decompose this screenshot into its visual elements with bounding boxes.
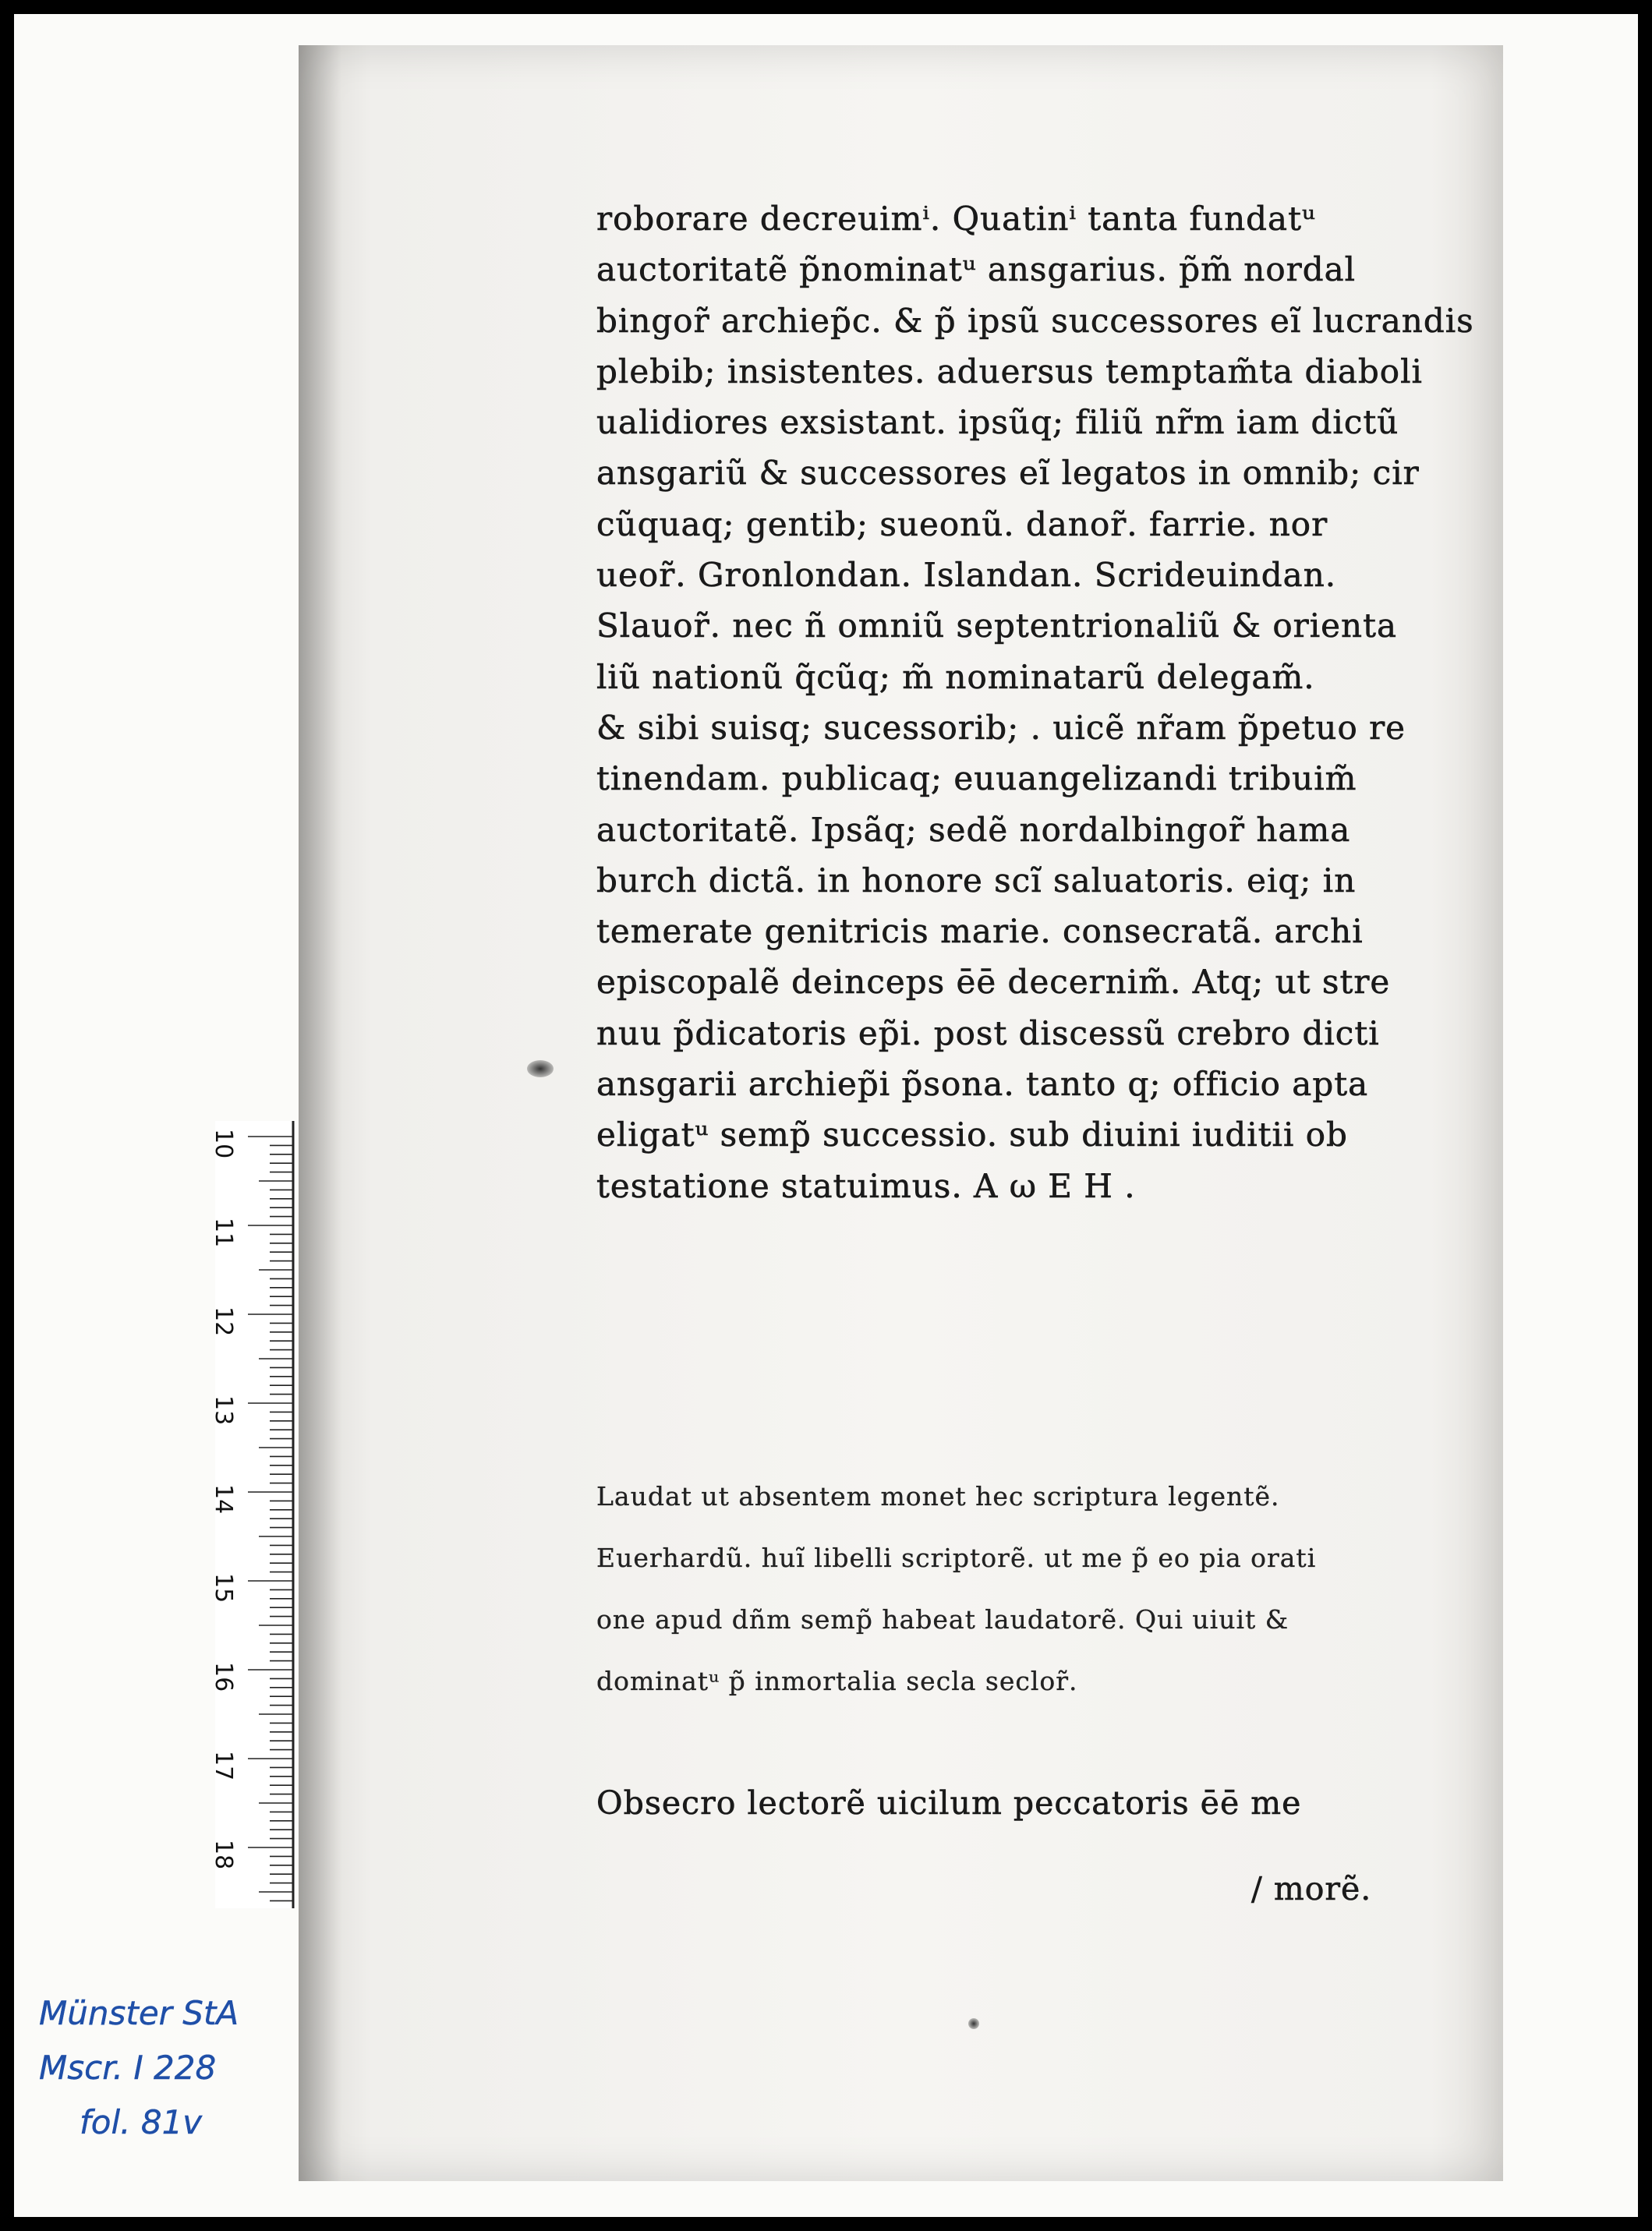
measuring-scale (210, 1121, 296, 1908)
text-line: & sibi suisq; sucessorib; . uicẽ nr̃am p̃petuo re (596, 708, 1406, 747)
text-line: ualidiores exsistant. ipsũq; filiũ nr̃m iam dictũ (596, 403, 1399, 442)
closing-line: / morẽ. (1251, 1870, 1372, 1907)
colophon-line: Euerhardũ. huĩ libelli scriptorẽ. ut me p̃ eo pia orati (596, 1543, 1317, 1573)
scale-label: 14 (210, 1484, 237, 1515)
text-line: auctoritatẽ. Ipsãq; sedẽ nordalbingor̃ hama (596, 810, 1351, 849)
colophon-line: one apud dñm semp̃ habeat laudatorẽ. Qui uiuit & (596, 1604, 1289, 1635)
shelfmark-archive: Münster StA (39, 1994, 239, 2032)
shelfmark-folio: fol. 81v (80, 2103, 203, 2141)
scale-label: 10 (210, 1129, 237, 1159)
text-line: nuu p̃dicatoris ep̃i. post discessũ crebro dicti (596, 1013, 1380, 1052)
scale-label: 17 (210, 1751, 237, 1781)
text-line: burch dictã. in honore scĩ saluatoris. eiq; in (596, 861, 1357, 900)
ink-blot (527, 1060, 554, 1077)
text-line: Slauor̃. nec ñ omniũ septentrionaliũ & orienta (596, 606, 1397, 645)
text-line: cũquaq; gentib; sueonũ. danor̃. farrie. nor (596, 504, 1328, 543)
scale-label: 16 (210, 1662, 237, 1692)
scale-label: 11 (210, 1218, 237, 1248)
colophon-line: Laudat ut absentem monet hec scriptura legentẽ. (596, 1481, 1280, 1511)
text-line: plebib; insistentes. aduersus temptam̃ta diaboli (596, 352, 1423, 391)
scale-label: 12 (210, 1306, 237, 1337)
text-line: temerate genitricis marie. consecratã. archi (596, 912, 1364, 951)
main-text-block (596, 193, 1485, 1211)
colophon-line: dominatᵘ p̃ inmortalia secla seclor̃. (596, 1666, 1078, 1696)
handwritten-shelfmark (39, 1986, 239, 2150)
text-line: bingor̃ archiep̃c. & p̃ ipsũ successores eĩ lucrandis (596, 301, 1474, 340)
photograph-frame (14, 14, 1638, 2217)
text-line: episcopalẽ deinceps ēē decernim̃. Atq; ut stre (596, 963, 1391, 1002)
text-line: tinendam. publicaq; euuangelizandi tribuim̃ (596, 759, 1357, 798)
closing-line: Obsecro lectorẽ uicilum peccatoris ēē me (596, 1784, 1302, 1822)
text-line: ansgariũ & successores eĩ legatos in omnib; cir (596, 454, 1420, 493)
scribe-colophon (596, 1466, 1485, 1712)
ink-blot (968, 2018, 979, 2029)
text-line: eligatᵘ semp̃ successio. sub diuini iuditii ob (596, 1116, 1348, 1154)
text-line: ueor̃. Gronlondan. Islandan. Scrideuindan. (596, 556, 1337, 595)
scale-label: 13 (210, 1395, 237, 1426)
scale-label: 18 (210, 1840, 237, 1870)
closing-plea (596, 1760, 1485, 1932)
scale-label: 15 (210, 1573, 237, 1603)
text-line: ansgarii archiep̃i p̃sona. tanto q; officio apta (596, 1065, 1369, 1104)
text-line: roborare decreuimⁱ. Quatinⁱ tanta fundatᵘ (596, 200, 1316, 238)
shelfmark-number: Mscr. I 228 (39, 2049, 217, 2087)
text-line: testatione statuimus. A ω E H . (596, 1166, 1136, 1205)
text-line: liũ nationũ q̃cũq; m̃ nominatarũ delegam̃. (596, 657, 1315, 696)
text-line: auctoritatẽ p̃nominatᵘ ansgarius. p̃m̃ nordal (596, 250, 1357, 289)
